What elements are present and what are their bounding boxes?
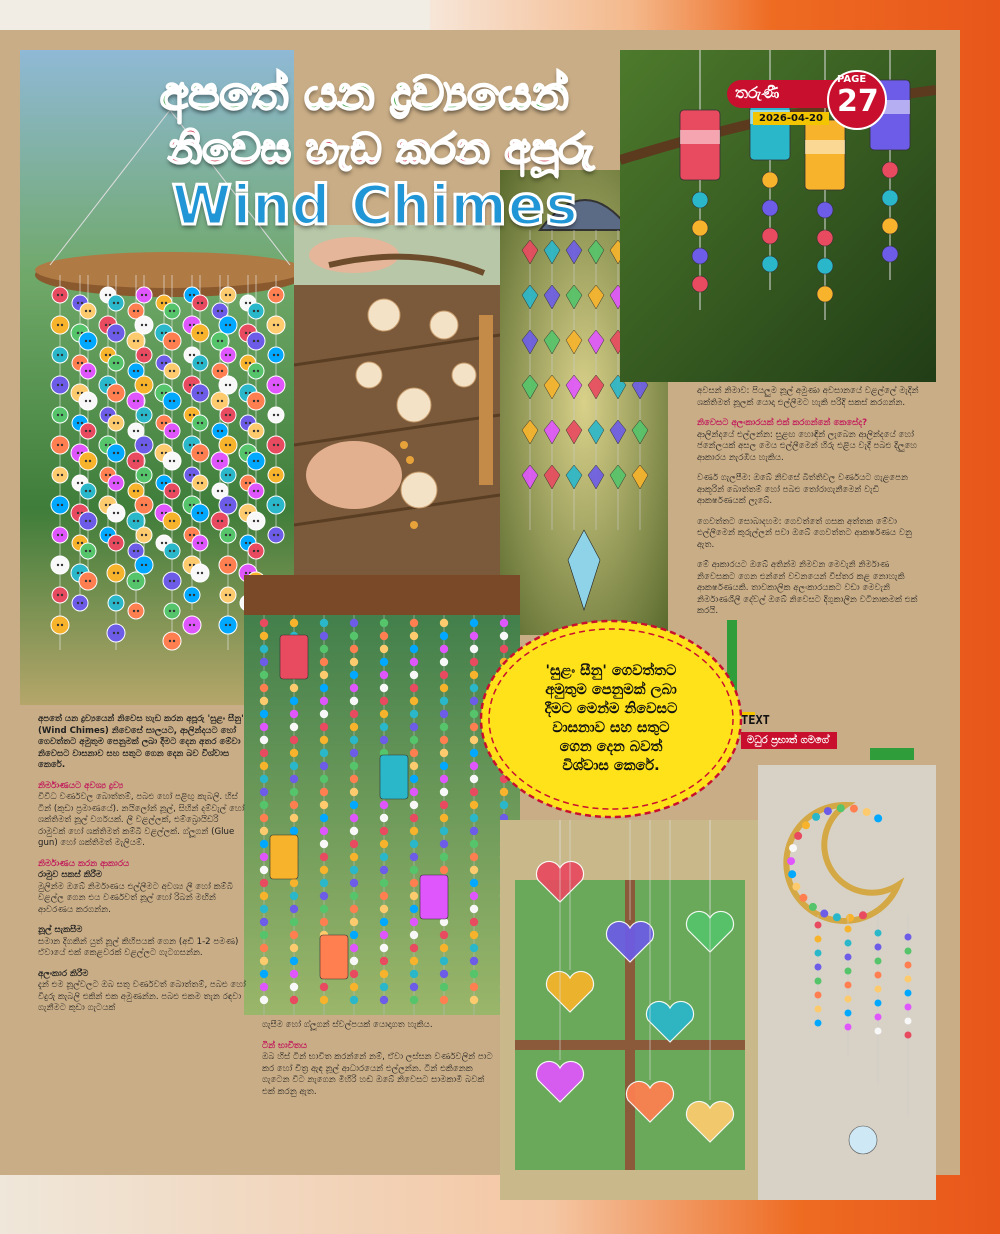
middle-text-column (262, 1020, 494, 1107)
left-text-column (38, 714, 248, 1024)
closing-text: මේ ආකාරයට ඔබේ අතින්ම නිමවන මෙවැනි නිර්මාණ නිවෙසකට ගෙන එන්නේ වචනයෙන් විස්තර කළ නොහැකි ආකර්ෂණයකි. තාවකාලික අලංකාරයකට වඩා මෙවැනි නිර්මාණශීලී දේවල් ඔබේ නිවෙසට දිගුකාලීන වටිනාකමක් එක් කරයි. (697, 560, 918, 616)
where-text: ආලින්දයේ එල්ලන්න: සුළඟ හොඳින් ලැබෙන ආලින්දයේ හෝ ජනේලයක් අසල මෙය එල්ලීමෙන් හිරු එළිය වැදී පබළු දිලුහෙ ආකාරය නැරඹිය හැකිය. (697, 429, 918, 463)
string-text: සමාන දිගකින් යුත් නූල් කිහිපයක් ගෙන (අඩි 1-2 පමණ) ඒවායේ එක් කෙළවරක් වළල්ලට ගැටගසන්න. (38, 936, 239, 958)
materials-heading: නිර්මාණයට අවශ්‍ය ද්‍රව්‍ය (38, 780, 124, 791)
pull-quote-text: 'සුළං සීනු' ගෙවත්තට අමුතුම පෙනුමක් ලබා දීමට මෙන්ම නිවෙසට වාසනාව සහ සතුට ගෙන දෙන බවත් විශ්වාස කෙරේ. (544, 663, 678, 774)
moon-crystal-chime-photo (758, 765, 936, 1200)
frame-text: මුලින්ම ඔබේ නිර්මාණය එල්ලීමට අවශ්‍ය ලී හෝ කම්බි වළල්ල ගෙන එය වර්ණවත් නූල් හෝ රිබන් මඟින් ආවරණය කරගන්න. (38, 881, 233, 915)
materials-text: විවිධ වර්ණවල බොත්තම්, පබළු හෝ පළිඟු කැබලි. හිස් ටින් (කුඩා ප්‍රමාණයේ). නයිලෝන් නූල්, සිහින් දම්වැල් හෝ ශක්තිමත් නූල් වර්ගයක්. ලී වළල්ලක්, එම්බ්‍රොයිඩරි රාමුවක් හෝ ශක්තිමත් කම්බි වළල්ලක්. ග්ලූගන් (Glue gun) හෝ ශක්තිමත් මැලියම්. (38, 792, 245, 848)
tin-text: ඔබ හිස් ටින් භාවිත කරන්නේ නම්, ඒවා ලස්සන වර්ණවලින් පාට කර හෝ චිත්‍ර ඇඳ නූල් ආධාරයෙන් එල්ලන්න. ටින් එකිනෙක ගැටෙන විට නැගෙන මිහිරි හඬ ඔබේ නිවෙසට සාමකාමී බවක් එක් කරනු ඇත. (262, 1052, 493, 1097)
decor-text: දැන් එම නූල්වලට ඔබ සතු වර්ණවත් බොත්තම්, පබළු හෝ වීදුරු කැබලි එකින් එක අමුණන්න. පබළු එකම තැන රඳවා ගැනීමට කුඩා ගැටයක් (38, 980, 246, 1013)
seashell-chime-photo (294, 225, 500, 575)
method-heading: නිර්මාණය කරන ආකාරය (38, 858, 130, 869)
garden-text: ගෙවත්තට සොබාදහම: ගෙවත්තේ ගසක අත්තක මේවා එල්ලීමෙන් කුරුල්ලන් පවා ඔබේ ගෙවත්තට ආකර්ෂණය වනු ඇත. (697, 516, 912, 550)
intro-paragraph: අපතේ යන ද්‍රව්‍යයෙන් නිවෙස හැඩ කරන අපූරු 'සුළං සීනු' (Wind Chimes) නිවෙසේ සාලයට, ආලින්දයට හෝ ගෙවත්තට අමුතුම පෙනුමක් ලබා දීමට දෙන අතර මේවා නිවෙසට වාසනාව සහ සතුට ගෙන දෙන බව විශ්වාස කෙරේ. (38, 714, 244, 770)
where-heading: නිවෙසට අලංකාරයක් එක් කරගන්නේ කෙසේද? (697, 418, 868, 428)
page-label: PAGE (837, 74, 867, 85)
magazine-badge (727, 66, 887, 130)
colour-text: වර්ණ ගැලපීම: ඔබේ නිවසේ බිත්තිවල වර්ණයට ගැළපෙන ආකූරින් බොත්තම් හෝ පබළු තෝරාගැනීමෙන් වැඩි ආකර්ෂණයක් ලැබේ. (697, 473, 908, 506)
headline-line1: අපතේ යන ද්‍රව්‍යයෙන් (160, 66, 569, 120)
tin-heading: ටින් භාවිතය (262, 1040, 308, 1051)
credit-label: TEXT (741, 713, 770, 727)
brand-name: තරුණී (735, 83, 780, 102)
decor-heading: අලංකාර කිරීම (38, 968, 89, 979)
right-text-column (697, 386, 922, 627)
finish-text: අවසන් නිමාව: පියලුම නූල් අමුණා අවසානයේ වළල්ලේ මැදින් ශක්තිමත් නූලක් යොදා එල්ලීමට හැකි පරිදි සකස් කරගන්න. (697, 386, 919, 408)
string-heading: නූල් සැකසීම (38, 925, 83, 935)
continuation-text: ගැසීම හෝ ග්ලූගන් ස්වල්පයක් යොදාගත හැකිය. (262, 1020, 433, 1030)
headline-line2: නිවෙස හැඩ කරන අපූරු (168, 124, 594, 173)
glass-heart-chime-photo (500, 820, 758, 1200)
pull-quote-bubble (478, 618, 744, 820)
green-accent-bar-small (870, 748, 914, 760)
issue-date: 2026-04-20 (753, 112, 829, 125)
author-name: මධුර ප්‍රභාත් ගමගේ (741, 732, 837, 749)
page-number: 27 (837, 84, 879, 119)
frame-heading: රාමුව සකස් කිරීම (38, 870, 103, 880)
headline-wind-chimes: Wind Chimes (172, 174, 579, 237)
